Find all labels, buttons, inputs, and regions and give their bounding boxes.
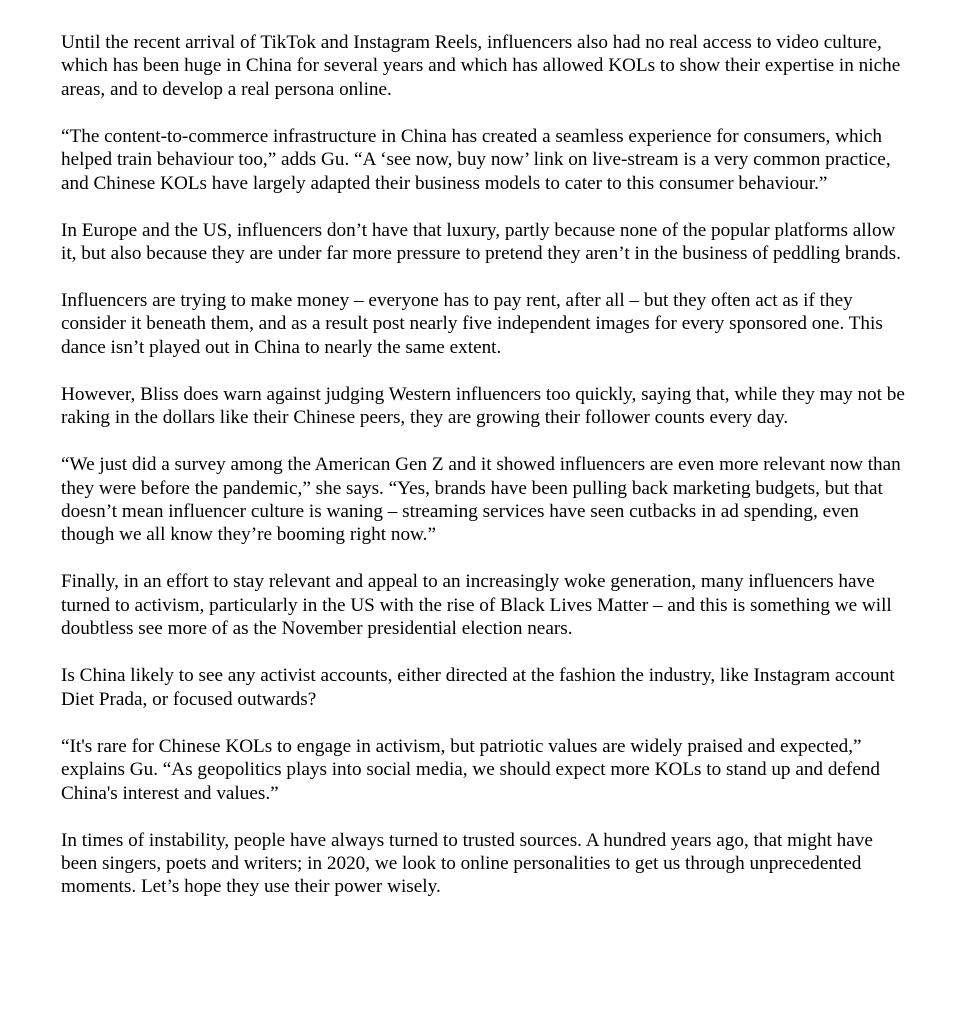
paragraph-content-to-commerce: “The content-to-commerce infrastructure in China has created a seamless experience for consumers, which helped train behaviour too,” adds Gu. “A ‘see now, buy now’ link on live-stream is a very common practice, and Chinese KOLs have largely adapted their business models to cater to this consumer behaviour.” <box>61 125 891 194</box>
paragraph-china-activist-question: Is China likely to see any activist accounts, either directed at the fashion the industry, like Instagram account Diet Prada, or focused outwards? <box>61 665 895 710</box>
paragraph-patriotic-values: “It's rare for Chinese KOLs to engage in activism, but patriotic values are widely praised and expected,” explains Gu. “As geopolitics plays into social media, we should expect more KOLs to stand up and defend China's interest and values.” <box>61 735 881 804</box>
paragraph-conclusion: In times of instability, people have always turned to trusted sources. A hundred years ago, that might have been singers, poets and writers; in 2020, we look to online personalities to get us through unprecedented moments. Let’s hope they use their power wisely. <box>61 829 873 898</box>
paragraph-tiktok-reels: Until the recent arrival of TikTok and Instagram Reels, influencers also had no real access to video culture, which has been huge in China for several years and which has allowed KOLs to show their expertise in niche areas, and to develop a real persona online. <box>61 32 901 100</box>
paragraph-gen-z-survey: “We just did a survey among the American Gen Z and it showed influencers are even more relevant now than they were before the pandemic,” she says. “Yes, brands have been pulling back marketing budgets, but that doesn’t mean influencer culture is waning – streaming services have seen cutbacks in ad spending, even though we all know they’re booming right now.” <box>61 454 901 546</box>
paragraph-making-money: Influencers are trying to make money – everyone has to pay rent, after all – but they often act as if they consider it beneath them, and as a result post nearly five independent images for every sponsored one. This dance isn’t played out in China to nearly the same extent. <box>61 290 883 358</box>
paragraph-activism: Finally, in an effort to stay relevant and appeal to an increasingly woke generation, many influencers have turned to activism, particularly in the US with the rise of Black Lives Matter – and this is something we will doubtless see more of as the November presidential election nears. <box>61 571 892 640</box>
paragraph-bliss-warning: However, Bliss does warn against judging Western influencers too quickly, saying that, while they may not be raking in the dollars like their Chinese peers, they are growing their follower counts every day. <box>61 383 905 429</box>
paragraph-europe-us: In Europe and the US, influencers don’t have that luxury, partly because none of the popular platforms allow it, but also because they are under far more pressure to pretend they aren’t in the business of peddling brands. <box>61 219 901 265</box>
document-body <box>61 31 911 922</box>
